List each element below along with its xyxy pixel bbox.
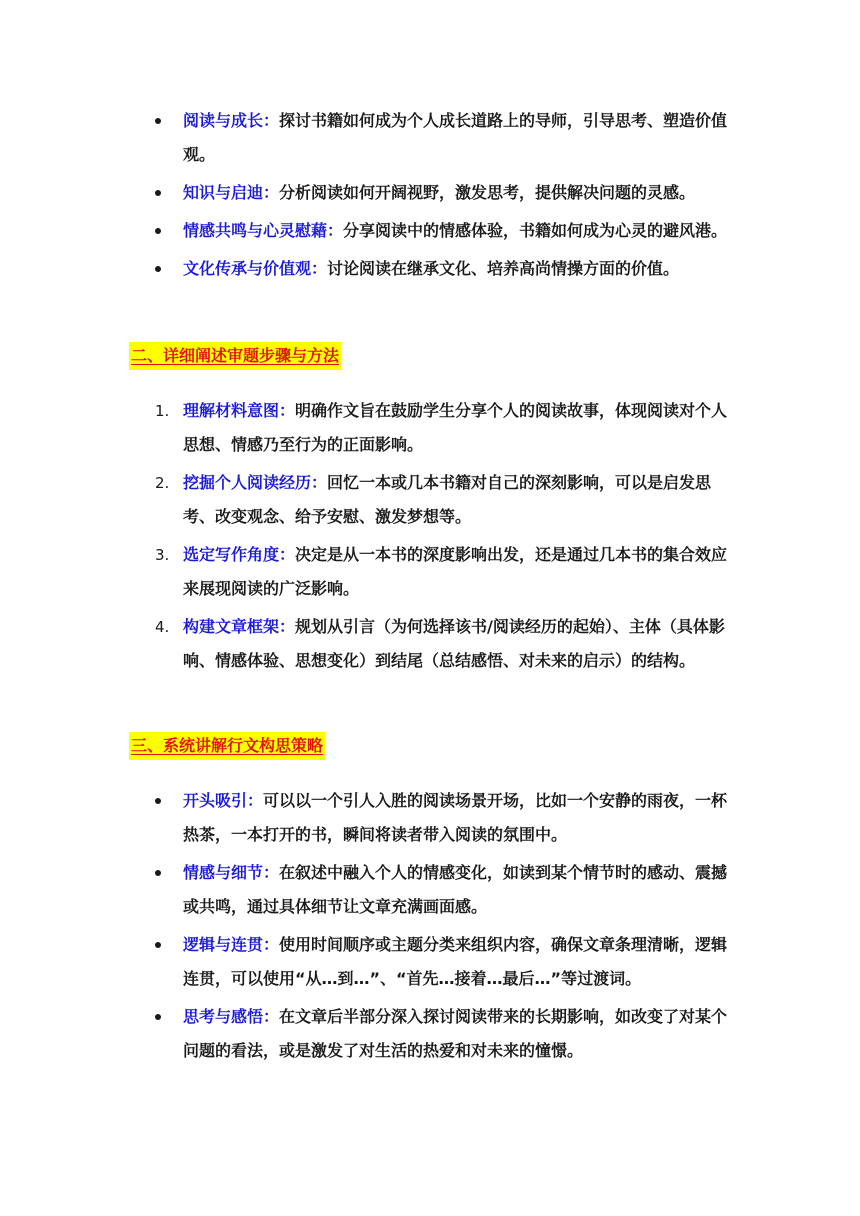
list-item xyxy=(0,252,735,286)
bullet-icon xyxy=(155,228,161,234)
item-desc: 探讨书籍如何成为个人成长道路上的导师，引导思考、塑造价值观。 xyxy=(183,111,728,164)
item-desc: 规划从引言（为何选择该书/阅读经历的起始）、主体（具体影响、情感体验、思想变化）到结尾（总结感悟、对未来的启示）的结构。 xyxy=(183,617,725,670)
item-desc: 分享阅读中的情感体验，书籍如何成为心灵的避风港。 xyxy=(343,221,728,240)
list-item xyxy=(0,538,735,606)
item-number: 4. xyxy=(155,618,170,636)
bullet-icon xyxy=(155,870,161,876)
list-item xyxy=(0,784,735,852)
list-item xyxy=(0,856,735,924)
item-term: 思考与感悟： xyxy=(183,1007,280,1026)
item-desc: 在文章后半部分深入探讨阅读带来的长期影响，如改变了对某个问题的看法，或是激发了对生活的热爱和对未来的憧憬。 xyxy=(183,1007,728,1060)
section-heading: 三、系统讲解行文构思策略 xyxy=(129,732,325,760)
bullet-icon xyxy=(155,118,161,124)
item-desc: 决定是从一本书的深度影响出发，还是通过几本书的集合效应来展现阅读的广泛影响。 xyxy=(183,545,728,598)
item-term: 构建文章框架： xyxy=(183,617,296,636)
list-item xyxy=(0,104,735,172)
item-term: 文化传承与价值观： xyxy=(183,259,328,278)
item-number: 2. xyxy=(155,474,170,492)
bullet-icon xyxy=(155,266,161,272)
item-term: 开头吸引： xyxy=(183,791,264,810)
themes-list xyxy=(0,104,735,290)
steps-list xyxy=(0,394,735,682)
list-item xyxy=(0,394,735,462)
item-term: 挖掘个人阅读经历： xyxy=(183,473,328,492)
item-desc: 使用时间顺序或主题分类来组织内容，确保文章条理清晰，逻辑连贯，可以使用“从…到…”、“首先…接着…最后…”等过渡词。 xyxy=(183,935,728,988)
item-term: 知识与启迪： xyxy=(183,183,280,202)
list-item xyxy=(0,214,735,248)
list-item xyxy=(0,610,735,678)
item-desc: 讨论阅读在继承文化、培养高尚情操方面的价值。 xyxy=(327,259,680,278)
list-item xyxy=(0,176,735,210)
item-desc: 可以以一个引人入胜的阅读场景开场，比如一个安静的雨夜，一杯热茶，一本打开的书，瞬间将读者带入阅读的氛围中。 xyxy=(183,791,728,844)
bullet-icon xyxy=(155,1014,161,1020)
item-term: 逻辑与连贯： xyxy=(183,935,280,954)
bullet-icon xyxy=(155,942,161,948)
list-item xyxy=(0,928,735,996)
item-desc: 分析阅读如何开阔视野，激发思考，提供解决问题的灵感。 xyxy=(279,183,696,202)
item-term: 理解材料意图： xyxy=(183,401,296,420)
item-term: 情感共鸣与心灵慰藉： xyxy=(183,221,344,240)
item-desc: 回忆一本或几本书籍对自己的深刻影响，可以是启发思考、改变观念、给予安慰、激发梦想等。 xyxy=(183,473,712,526)
bullet-icon xyxy=(155,798,161,804)
strategy-list xyxy=(0,784,735,1072)
item-term: 情感与细节： xyxy=(183,863,280,882)
item-desc: 明确作文旨在鼓励学生分享个人的阅读故事，体现阅读对个人思想、情感乃至行为的正面影响。 xyxy=(183,401,728,454)
bullet-icon xyxy=(155,190,161,196)
item-number: 1. xyxy=(155,402,170,420)
section-heading: 二、详细阐述审题步骤与方法 xyxy=(129,342,341,370)
item-number: 3. xyxy=(155,546,170,564)
item-desc: 在叙述中融入个人的情感变化，如读到某个情节时的感动、震撼或共鸣，通过具体细节让文章充满画面感。 xyxy=(183,863,728,916)
item-term: 选定写作角度： xyxy=(183,545,296,564)
list-item xyxy=(0,1000,735,1068)
list-item xyxy=(0,466,735,534)
item-term: 阅读与成长： xyxy=(183,111,280,130)
